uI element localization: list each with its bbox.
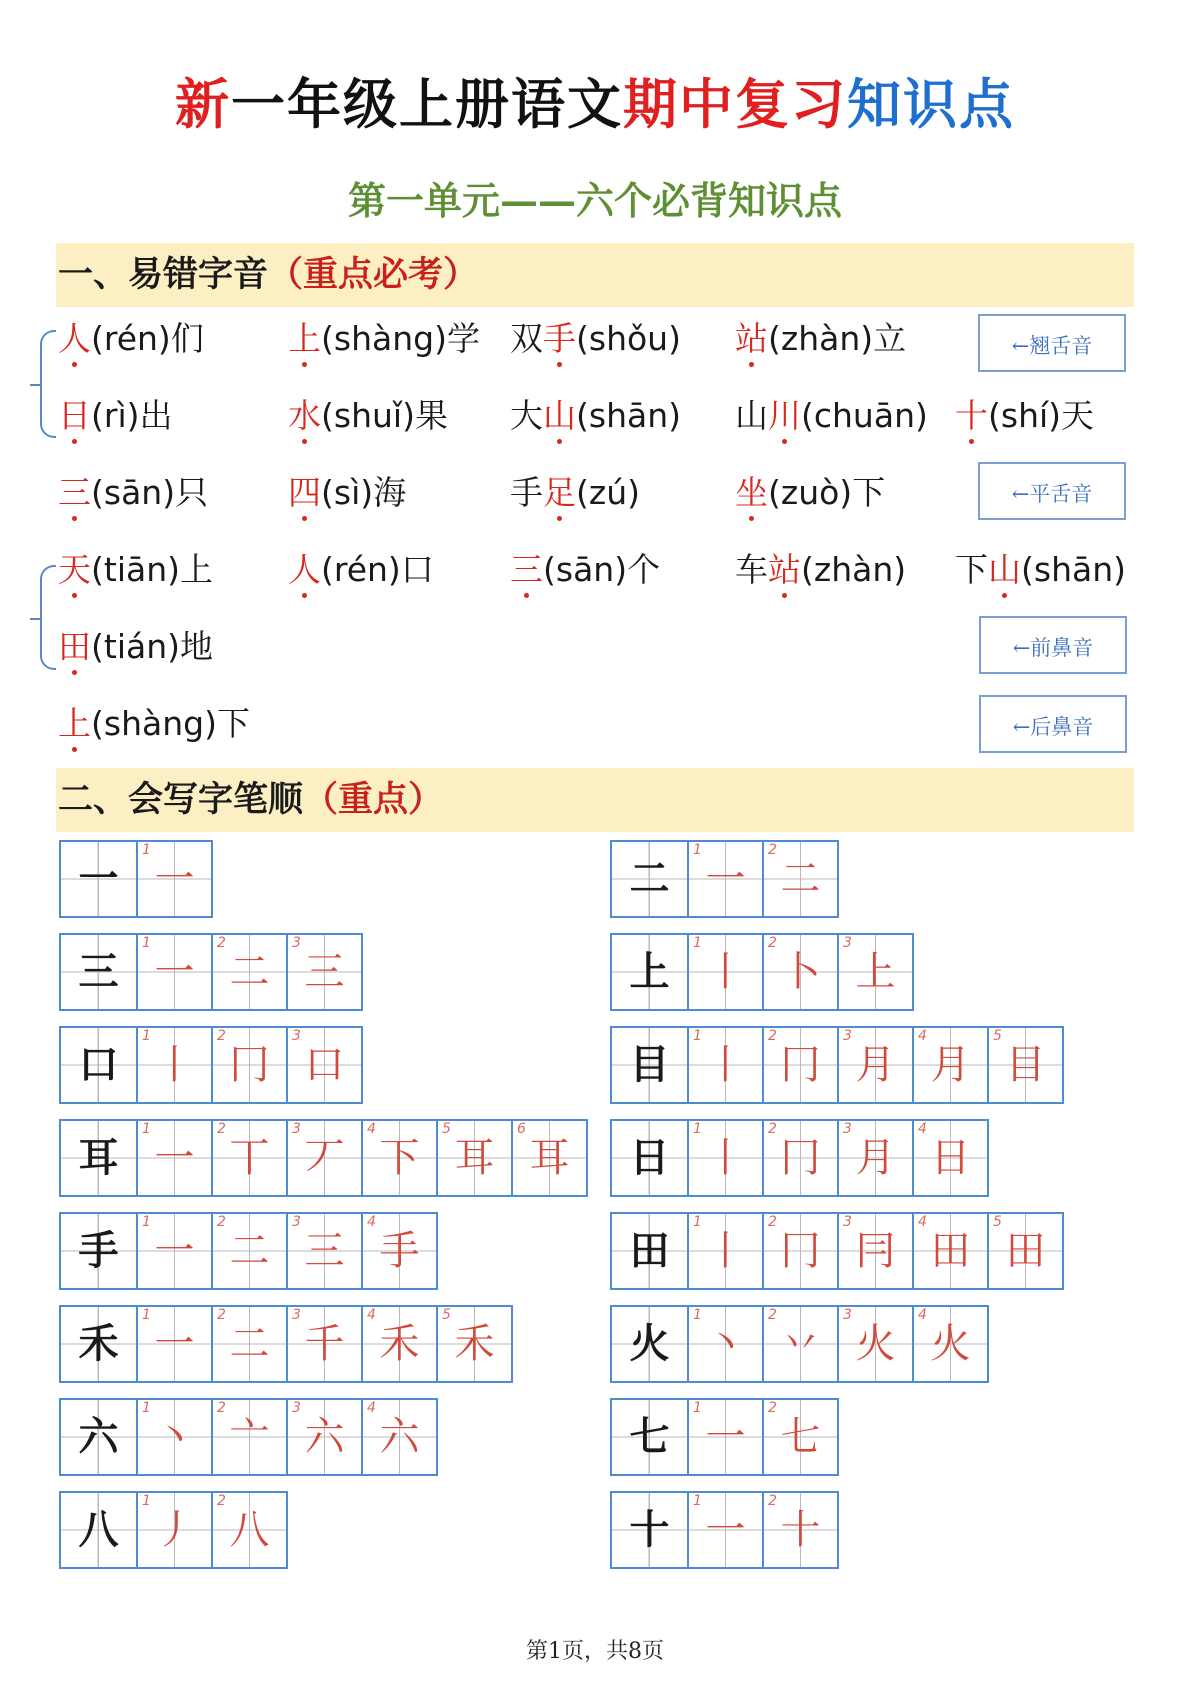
- stroke-glyph: 丨: [705, 1135, 746, 1181]
- stroke-step-cell: [211, 1400, 286, 1474]
- tag-front-nasal: ←前鼻音: [979, 616, 1127, 674]
- stroke-step-cell: [136, 1307, 211, 1381]
- key-char: 田: [58, 624, 91, 670]
- stroke-glyph: 一: [705, 1507, 746, 1553]
- step-number: 2: [768, 1400, 777, 1416]
- character-cell: 八: [61, 1493, 136, 1567]
- step-number: 5: [993, 1028, 1002, 1044]
- page-title: [0, 62, 1190, 139]
- stroke-order-row: [610, 1026, 1064, 1104]
- stroke-order-row: [59, 1305, 513, 1383]
- stroke-step-cell: [987, 1214, 1062, 1288]
- pinyin: (zú): [576, 473, 640, 512]
- stroke-glyph: 丨: [154, 1042, 195, 1088]
- word-char: 山: [735, 396, 768, 435]
- character-cell: 十: [612, 1493, 687, 1567]
- stroke-step-cell: [762, 1028, 837, 1102]
- stroke-glyph: 一: [154, 1135, 195, 1181]
- stroke-glyph: 冂: [229, 1042, 270, 1088]
- stroke-step-cell: [687, 1028, 762, 1102]
- step-number: 2: [768, 1307, 777, 1323]
- stroke-glyph: 卜: [780, 949, 821, 995]
- pinyin-item: [955, 547, 1126, 593]
- stroke-step-cell: [837, 1028, 912, 1102]
- pinyin-item: [288, 547, 434, 593]
- section-label: 一、易错字音: [58, 254, 269, 295]
- stroke-glyph: 田: [1005, 1228, 1046, 1274]
- step-number: 4: [367, 1121, 376, 1137]
- pinyin: (zuò): [768, 473, 853, 512]
- step-number: 1: [142, 1493, 151, 1509]
- step-number: 1: [693, 1307, 702, 1323]
- stroke-step-cell: [762, 1214, 837, 1288]
- step-number: 1: [693, 1028, 702, 1044]
- key-char: 十: [955, 393, 988, 439]
- title-part-4: 知识点: [847, 72, 1015, 136]
- step-number: 1: [142, 842, 151, 858]
- pinyin-item: [735, 316, 906, 362]
- stroke-glyph: 禾: [454, 1321, 495, 1367]
- step-number: 3: [843, 1307, 852, 1323]
- step-number: 3: [843, 1028, 852, 1044]
- stroke-glyph: 一: [705, 1414, 746, 1460]
- pinyin-item: [288, 393, 448, 439]
- step-number: 3: [292, 1214, 301, 1230]
- stroke-step-cell: [286, 1400, 361, 1474]
- step-number: 4: [367, 1307, 376, 1323]
- stroke-glyph: 丨: [705, 1042, 746, 1088]
- character-cell: 耳: [61, 1121, 136, 1195]
- step-number: 4: [367, 1400, 376, 1416]
- section-highlight: （重点）: [303, 779, 444, 820]
- stroke-glyph: 千: [304, 1321, 345, 1367]
- stroke-order-row: [59, 1491, 288, 1569]
- word-char: 下: [955, 550, 988, 589]
- pinyin-item: [510, 470, 640, 516]
- stroke-step-cell: [837, 1214, 912, 1288]
- key-char: 坐: [735, 470, 768, 516]
- pinyin: (shān): [1021, 550, 1126, 589]
- stroke-glyph: 月: [855, 1042, 896, 1088]
- step-number: 1: [142, 1214, 151, 1230]
- word-char: 立: [873, 319, 907, 358]
- stroke-step-cell: [987, 1028, 1062, 1102]
- stroke-order-row: [610, 1305, 989, 1383]
- stroke-order-row: [59, 1212, 438, 1290]
- step-number: 2: [768, 1493, 777, 1509]
- word-char: 果: [414, 396, 448, 435]
- key-char: 四: [288, 470, 321, 516]
- stroke-glyph: 田: [930, 1228, 971, 1274]
- pinyin-item: [510, 547, 660, 593]
- step-number: 2: [217, 1121, 226, 1137]
- pinyin: (rén): [91, 319, 171, 358]
- key-char: 站: [735, 316, 768, 362]
- character-cell: 禾: [61, 1307, 136, 1381]
- character-cell: 手: [61, 1214, 136, 1288]
- stroke-step-cell: [837, 1121, 912, 1195]
- key-char: 水: [288, 393, 321, 439]
- step-number: 4: [367, 1214, 376, 1230]
- section-highlight: （重点必考）: [268, 254, 479, 295]
- stroke-step-cell: [136, 1400, 211, 1474]
- stroke-glyph: 月: [930, 1042, 971, 1088]
- stroke-step-cell: [912, 1121, 987, 1195]
- stroke-glyph: 火: [855, 1321, 896, 1367]
- character-cell: 二: [612, 842, 687, 916]
- stroke-step-cell: [912, 1307, 987, 1381]
- word-char: 天: [1061, 396, 1095, 435]
- stroke-step-cell: [211, 1121, 286, 1195]
- word-char: 下: [216, 704, 250, 743]
- pinyin: (rén): [321, 550, 401, 589]
- stroke-step-cell: [211, 1493, 286, 1567]
- stroke-order-row: [610, 840, 839, 918]
- key-char: 三: [58, 470, 91, 516]
- stroke-glyph: 六: [304, 1414, 345, 1460]
- key-char: 上: [58, 701, 91, 747]
- pinyin-item: [58, 393, 173, 439]
- step-number: 4: [918, 1307, 927, 1323]
- key-char: 天: [58, 547, 91, 593]
- step-number: 2: [217, 1400, 226, 1416]
- key-char: 山: [988, 547, 1021, 593]
- pinyin: (tián): [91, 627, 180, 666]
- word-char: 海: [373, 473, 407, 512]
- step-number: 3: [843, 935, 852, 951]
- stroke-step-cell: [286, 1307, 361, 1381]
- stroke-order-row: [610, 1398, 839, 1476]
- stroke-order-row: [610, 1491, 839, 1569]
- word-char: 个: [627, 550, 661, 589]
- pinyin: (shàng): [91, 704, 217, 743]
- pinyin: (shān): [576, 396, 681, 435]
- stroke-step-cell: [361, 1121, 436, 1195]
- pinyin: (tiān): [91, 550, 180, 589]
- character-cell: 六: [61, 1400, 136, 1474]
- stroke-glyph: 一: [154, 1321, 195, 1367]
- word-char: 车: [735, 550, 768, 589]
- stroke-step-cell: [361, 1400, 436, 1474]
- stroke-order-row: [59, 1119, 588, 1197]
- step-number: 3: [292, 935, 301, 951]
- stroke-glyph: 二: [229, 1321, 270, 1367]
- stroke-glyph: 十: [780, 1507, 821, 1553]
- stroke-order-row: [610, 933, 914, 1011]
- step-number: 1: [693, 1493, 702, 1509]
- word-char: 出: [139, 396, 173, 435]
- stroke-glyph: 耳: [529, 1135, 570, 1181]
- stroke-step-cell: [837, 935, 912, 1009]
- stroke-glyph: 口: [304, 1042, 345, 1088]
- subtitle: 第一单元——六个必背知识点: [347, 178, 842, 223]
- stroke-step-cell: [136, 935, 211, 1009]
- stroke-glyph: 丶: [154, 1414, 195, 1460]
- stroke-step-cell: [511, 1121, 586, 1195]
- stroke-step-cell: [286, 1121, 361, 1195]
- section-label: 二、会写字笔顺: [58, 779, 304, 820]
- stroke-glyph: 禾: [379, 1321, 420, 1367]
- pinyin-item: [735, 470, 885, 516]
- pinyin: (chuān): [801, 396, 928, 435]
- stroke-glyph: 丨: [705, 949, 746, 995]
- step-number: 2: [217, 1214, 226, 1230]
- pinyin: (rì): [91, 396, 140, 435]
- stroke-step-cell: [436, 1307, 511, 1381]
- stroke-glyph: 下: [379, 1135, 420, 1181]
- word-char: 口: [400, 550, 434, 589]
- stroke-glyph: 冂: [780, 1135, 821, 1181]
- pinyin-item: [58, 547, 213, 593]
- stroke-glyph: 丿: [154, 1507, 195, 1553]
- stroke-step-cell: [136, 1214, 211, 1288]
- pinyin: (zhàn): [801, 550, 907, 589]
- stroke-glyph: 冃: [855, 1228, 896, 1274]
- tag-flat-tongue: ←平舌音: [978, 462, 1126, 520]
- stroke-glyph: 丆: [304, 1135, 345, 1181]
- stroke-step-cell: [211, 1307, 286, 1381]
- stroke-glyph: 一: [154, 949, 195, 995]
- step-number: 1: [693, 842, 702, 858]
- key-char: 足: [543, 470, 576, 516]
- title-part-2: 一年级上册语文: [231, 72, 623, 136]
- stroke-glyph: 一: [154, 1228, 195, 1274]
- pinyin: (shuǐ): [321, 396, 415, 435]
- stroke-glyph: 冂: [780, 1042, 821, 1088]
- pinyin-item: [288, 470, 406, 516]
- page-footer: 第1页，共8页: [526, 1639, 664, 1664]
- character-cell: 口: [61, 1028, 136, 1102]
- character-cell: 火: [612, 1307, 687, 1381]
- stroke-step-cell: [762, 935, 837, 1009]
- stroke-glyph: 火: [930, 1321, 971, 1367]
- stroke-step-cell: [286, 935, 361, 1009]
- stroke-step-cell: [211, 1214, 286, 1288]
- stroke-glyph: 月: [855, 1135, 896, 1181]
- stroke-order-row: [59, 933, 363, 1011]
- stroke-step-cell: [687, 935, 762, 1009]
- stroke-step-cell: [687, 1307, 762, 1381]
- step-number: 2: [768, 1121, 777, 1137]
- stroke-glyph: 耳: [454, 1135, 495, 1181]
- step-number: 4: [918, 1121, 927, 1137]
- step-number: 5: [442, 1121, 451, 1137]
- character-cell: 七: [612, 1400, 687, 1474]
- pinyin-item: [735, 547, 906, 593]
- step-number: 4: [918, 1214, 927, 1230]
- pinyin: (sān): [543, 550, 628, 589]
- pinyin: (sì): [321, 473, 374, 512]
- stroke-glyph: 日: [930, 1135, 971, 1181]
- stroke-order-row: [610, 1212, 1064, 1290]
- key-char: 人: [288, 547, 321, 593]
- step-number: 2: [217, 1307, 226, 1323]
- stroke-glyph: 二: [780, 856, 821, 902]
- character-cell: 日: [612, 1121, 687, 1195]
- character-cell: 目: [612, 1028, 687, 1102]
- stroke-step-cell: [436, 1121, 511, 1195]
- step-number: 1: [142, 935, 151, 951]
- title-part-1: 新: [175, 72, 231, 136]
- pinyin: (zhàn): [768, 319, 874, 358]
- key-char: 山: [543, 393, 576, 439]
- word-char: 双: [510, 319, 543, 358]
- pinyin-item: [735, 393, 928, 439]
- character-cell: 三: [61, 935, 136, 1009]
- stroke-step-cell: [136, 1121, 211, 1195]
- key-char: 站: [768, 547, 801, 593]
- stroke-glyph: 丨: [705, 1228, 746, 1274]
- key-char: 人: [58, 316, 91, 362]
- stroke-order-row: [610, 1119, 989, 1197]
- pinyin-item: [955, 393, 1094, 439]
- stroke-step-cell: [762, 1400, 837, 1474]
- step-number: 2: [768, 842, 777, 858]
- step-number: 3: [292, 1400, 301, 1416]
- stroke-step-cell: [687, 1214, 762, 1288]
- character-cell: 一: [61, 842, 136, 916]
- stroke-step-cell: [361, 1307, 436, 1381]
- stroke-step-cell: [837, 1307, 912, 1381]
- pinyin-item: [58, 316, 204, 362]
- stroke-step-cell: [762, 1493, 837, 1567]
- stroke-glyph: 丷: [780, 1321, 821, 1367]
- step-number: 3: [292, 1028, 301, 1044]
- stroke-step-cell: [762, 1121, 837, 1195]
- step-number: 1: [693, 1121, 702, 1137]
- stroke-glyph: 手: [379, 1228, 420, 1274]
- step-number: 3: [292, 1307, 301, 1323]
- stroke-step-cell: [687, 1493, 762, 1567]
- word-char: 地: [180, 627, 213, 666]
- stroke-glyph: 三: [304, 1228, 345, 1274]
- stroke-glyph: 六: [379, 1414, 420, 1460]
- tag-retroflex: ←翘舌音: [978, 314, 1126, 372]
- step-number: 1: [142, 1307, 151, 1323]
- word-char: 们: [170, 319, 204, 358]
- section-heading-strokes: [56, 768, 1134, 832]
- left-brace-1: [40, 330, 56, 438]
- word-char: 大: [510, 396, 543, 435]
- stroke-step-cell: [687, 1400, 762, 1474]
- stroke-glyph: 亠: [229, 1414, 270, 1460]
- section-heading-pinyin: [56, 243, 1134, 307]
- step-number: 1: [693, 1214, 702, 1230]
- step-number: 6: [517, 1121, 526, 1137]
- title-part-3: 期中复习: [623, 72, 847, 136]
- stroke-step-cell: [687, 1121, 762, 1195]
- character-cell: 田: [612, 1214, 687, 1288]
- pinyin-item: [58, 470, 208, 516]
- pinyin: (shàng): [321, 319, 447, 358]
- key-char: 日: [58, 393, 91, 439]
- key-char: 手: [543, 316, 576, 362]
- step-number: 1: [142, 1121, 151, 1137]
- pinyin-item: [58, 701, 250, 747]
- step-number: 1: [693, 935, 702, 951]
- word-char: 手: [510, 473, 543, 512]
- step-number: 2: [768, 1214, 777, 1230]
- stroke-step-cell: [286, 1028, 361, 1102]
- stroke-glyph: 一: [705, 856, 746, 902]
- pinyin-item: [510, 316, 681, 362]
- character-cell: 上: [612, 935, 687, 1009]
- stroke-glyph: 丅: [229, 1135, 270, 1181]
- key-char: 上: [288, 316, 321, 362]
- word-char: 学: [446, 319, 480, 358]
- pinyin: (shí): [988, 396, 1062, 435]
- step-number: 2: [768, 935, 777, 951]
- step-number: 2: [217, 935, 226, 951]
- step-number: 1: [693, 1400, 702, 1416]
- stroke-step-cell: [286, 1214, 361, 1288]
- stroke-step-cell: [762, 842, 837, 916]
- stroke-step-cell: [211, 935, 286, 1009]
- stroke-glyph: 三: [304, 949, 345, 995]
- stroke-glyph: 目: [1005, 1042, 1046, 1088]
- key-char: 川: [768, 393, 801, 439]
- stroke-step-cell: [211, 1028, 286, 1102]
- step-number: 5: [993, 1214, 1002, 1230]
- pinyin-item: [58, 624, 213, 670]
- stroke-glyph: 冂: [780, 1228, 821, 1274]
- pinyin: (shǒu): [576, 319, 681, 358]
- stroke-step-cell: [136, 1493, 211, 1567]
- word-char: 只: [175, 473, 209, 512]
- word-char: 下: [852, 473, 886, 512]
- stroke-glyph: 二: [229, 949, 270, 995]
- step-number: 3: [843, 1121, 852, 1137]
- stroke-glyph: 一: [154, 856, 195, 902]
- stroke-step-cell: [687, 842, 762, 916]
- stroke-step-cell: [361, 1214, 436, 1288]
- tag-back-nasal: ←后鼻音: [979, 695, 1127, 753]
- stroke-glyph: 七: [780, 1414, 821, 1460]
- stroke-glyph: 二: [229, 1228, 270, 1274]
- step-number: 2: [768, 1028, 777, 1044]
- stroke-glyph: 上: [855, 949, 896, 995]
- stroke-step-cell: [912, 1214, 987, 1288]
- step-number: 3: [843, 1214, 852, 1230]
- step-number: 2: [217, 1028, 226, 1044]
- step-number: 4: [918, 1028, 927, 1044]
- step-number: 1: [142, 1028, 151, 1044]
- step-number: 1: [142, 1400, 151, 1416]
- word-char: 上: [180, 550, 213, 589]
- stroke-glyph: 丶: [705, 1321, 746, 1367]
- pinyin: (sān): [91, 473, 176, 512]
- stroke-step-cell: [762, 1307, 837, 1381]
- left-brace-2: [40, 565, 56, 670]
- stroke-step-cell: [136, 842, 211, 916]
- stroke-order-row: [59, 840, 213, 918]
- step-number: 3: [292, 1121, 301, 1137]
- stroke-step-cell: [912, 1028, 987, 1102]
- step-number: 5: [442, 1307, 451, 1323]
- step-number: 2: [217, 1493, 226, 1509]
- stroke-order-row: [59, 1398, 438, 1476]
- stroke-step-cell: [136, 1028, 211, 1102]
- key-char: 三: [510, 547, 543, 593]
- pinyin-item: [288, 316, 480, 362]
- stroke-order-row: [59, 1026, 363, 1104]
- stroke-glyph: 八: [229, 1507, 270, 1553]
- pinyin-item: [510, 393, 681, 439]
